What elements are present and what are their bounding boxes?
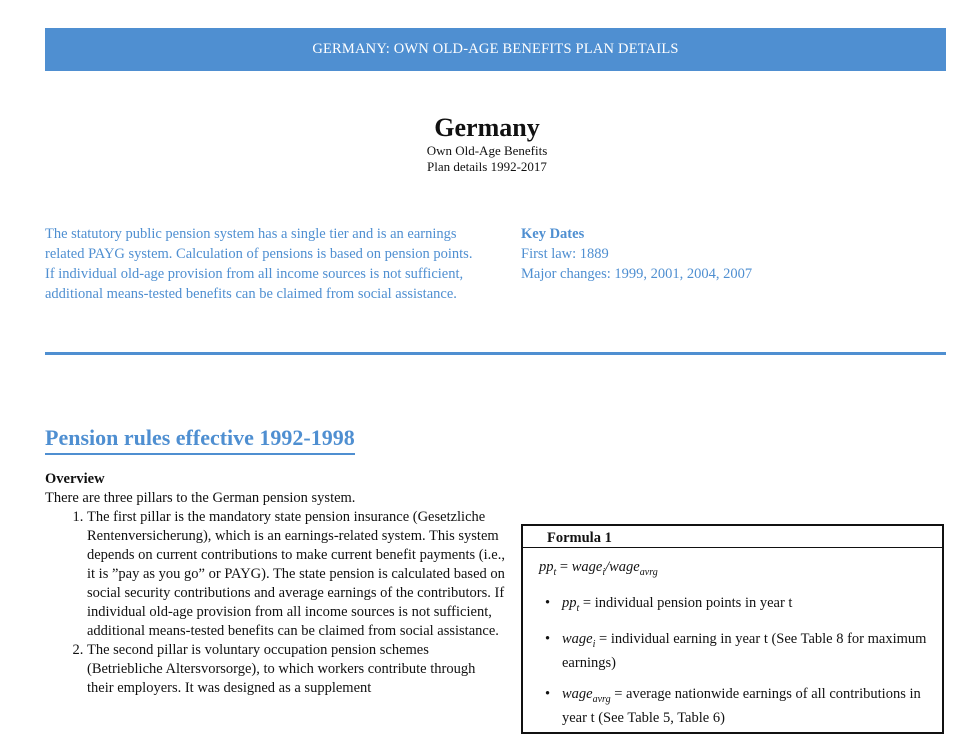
formula-title: Formula 1 bbox=[523, 526, 942, 548]
definition-symbol bbox=[562, 594, 580, 614]
formula-numerator bbox=[571, 559, 606, 578]
first-law: First law: 1889 bbox=[521, 246, 609, 262]
math-subscript: i bbox=[602, 566, 606, 578]
definition-item bbox=[539, 630, 928, 673]
overview-lead: There are three pillars to the German pension system. bbox=[45, 490, 356, 506]
math-subscript: i bbox=[592, 638, 596, 650]
formula-denominator bbox=[609, 559, 658, 578]
math-base: pp bbox=[562, 594, 577, 611]
formula-definitions bbox=[539, 594, 928, 728]
banner-text: GERMANY: OWN OLD-AGE BENEFITS PLAN DETAILS bbox=[312, 41, 679, 57]
definition-text: = average nationwide earnings of all contributions in year t (See Table 5, Table 6) bbox=[562, 685, 921, 726]
list-item: 2. The second pillar is voluntary occupation pension schemes (Betriebliche Altersvorsorge), to which workers contribute through their employers. It was designed as a supplement bbox=[87, 641, 505, 698]
section-divider bbox=[45, 352, 946, 355]
math-subscript: t bbox=[576, 602, 580, 614]
formula-equation bbox=[539, 558, 928, 582]
math-base: wage bbox=[562, 685, 593, 702]
document-title: Germany bbox=[434, 113, 540, 142]
math-subscript: t bbox=[553, 566, 557, 578]
key-dates bbox=[521, 224, 752, 284]
formula-body bbox=[523, 548, 942, 728]
formula-lhs bbox=[539, 559, 557, 578]
definition-symbol bbox=[562, 630, 596, 650]
definition-item bbox=[539, 685, 928, 728]
pillars-list bbox=[45, 508, 505, 698]
page-banner bbox=[45, 28, 946, 71]
document-subtitle: Own Old-Age Benefits bbox=[426, 143, 548, 158]
list-item: 1. The first pillar is the mandatory state pension insurance (Gesetzliche Rentenversicherung), which is an earnings-related system. This system depends on current contributions to make current benefit payments (i.e., it is ”pay as you go” or PAYG). The state pension is calculated based on social security contributions and average earnings of the contributors. If individual old-age provision from all income sources is not sufficient, additional means-tested benefits can be claimed from social assistance. bbox=[87, 508, 505, 641]
intro-paragraph: The statutory public pension system has a single tier and is an earnings related PAYG system. Calculation of pensions is based on pension points. If individual old-age provision from all income sources is not sufficient, additional means-tested benefits can be claimed from social assistance. bbox=[45, 226, 473, 302]
math-base: wage bbox=[609, 559, 640, 575]
formula-box bbox=[521, 524, 944, 734]
math-base: wage bbox=[571, 559, 603, 575]
section-heading: Pension rules effective 1992-1998 bbox=[45, 424, 355, 455]
major-changes: Major changes: 1999, 2001, 2004, 2007 bbox=[521, 266, 753, 282]
math-subscript: avrg bbox=[592, 693, 611, 705]
definition-item bbox=[539, 594, 928, 618]
division-slash: / bbox=[605, 559, 610, 575]
key-dates-title: Key Dates bbox=[521, 226, 585, 242]
overview-section bbox=[45, 470, 505, 698]
definition-text: = individual pension points in year t bbox=[579, 594, 793, 611]
overview-title: Overview bbox=[45, 471, 105, 487]
definition-symbol bbox=[562, 685, 611, 705]
math-base: pp bbox=[539, 559, 554, 575]
document-title-block bbox=[0, 113, 974, 175]
equals-sign: = bbox=[556, 559, 572, 575]
plan-period: Plan details 1992-2017 bbox=[427, 159, 547, 174]
math-base: wage bbox=[562, 630, 593, 647]
math-subscript: avrg bbox=[639, 566, 658, 578]
definition-text: = individual earning in year t (See Table 8 for maximum earnings) bbox=[562, 630, 927, 671]
